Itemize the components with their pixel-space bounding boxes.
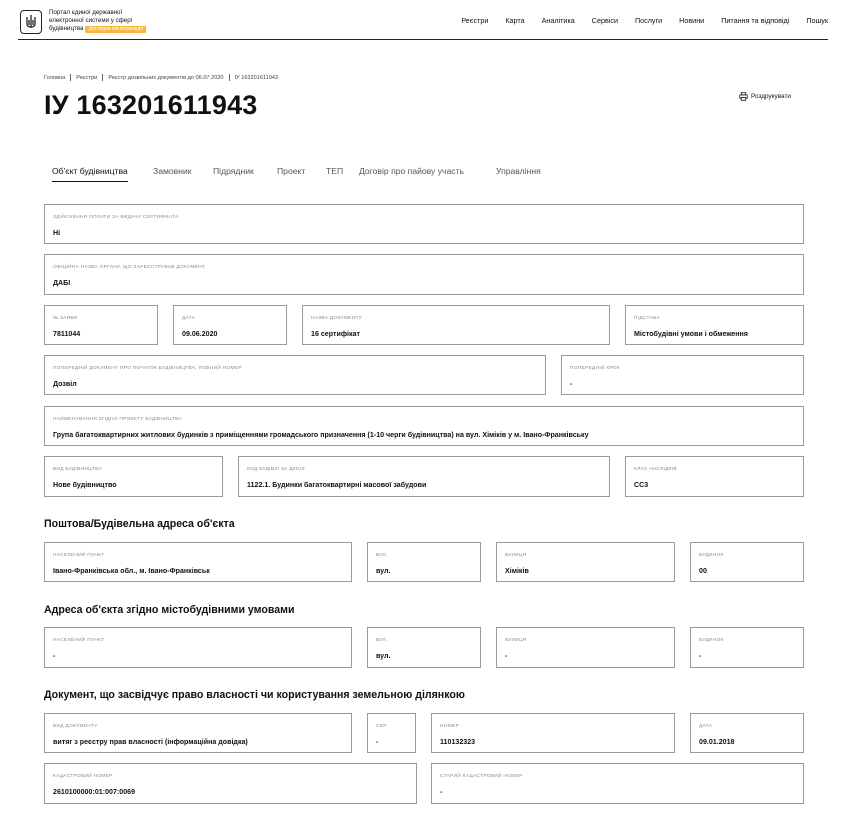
field-value: Ні — [53, 229, 61, 237]
field-value: ДАБІ — [53, 279, 71, 287]
portal-brand[interactable] — [49, 9, 179, 33]
breadcrumb-current: ІУ 163201611943 — [234, 74, 279, 81]
breadcrumb-separator — [70, 74, 71, 81]
field-value: 09.06.2020 — [182, 330, 218, 338]
postal-street-field[interactable] — [496, 542, 675, 582]
document-name-field[interactable] — [302, 305, 610, 345]
field-value: Дозвіл — [53, 380, 77, 388]
breadcrumb-register[interactable]: Реєстр дозвільних документів до 06.07.2020 — [108, 74, 224, 81]
field-value: Група багатоквартирних житлових будинків з приміщеннями громадського призначення (1-10 черги будівництва) на вул. Хіміків у м. Івано-Франківську — [53, 431, 589, 439]
field-value: 2610100000:01:007:0069 — [53, 788, 136, 796]
previous-step-field[interactable] — [561, 355, 804, 395]
beta-badge: Дослідна експлуатація — [85, 26, 146, 33]
field-label: НАЙМЕНУВАННЯ ЗГІДНО ПРОЕКТУ БУДІВНИЦТВА — [53, 417, 182, 422]
brand-line: будівництва — [49, 25, 84, 32]
field-value: Хіміків — [505, 567, 529, 575]
urban-street-type-field[interactable] — [367, 627, 481, 668]
field-label: БУДИНОК — [699, 553, 724, 558]
field-value: СС3 — [634, 481, 649, 489]
field-value: 09.01.2018 — [699, 738, 735, 746]
field-value: - — [699, 652, 702, 660]
field-value: 7811044 — [53, 330, 81, 338]
field-value: - — [376, 738, 379, 746]
breadcrumb-separator — [102, 74, 103, 81]
authority-field[interactable] — [44, 254, 804, 295]
land-number-field[interactable] — [431, 713, 675, 753]
field-label: СЕР. — [376, 724, 388, 729]
field-value: - — [505, 652, 508, 660]
urban-street-field[interactable] — [496, 627, 675, 668]
nav-news[interactable]: Новини — [679, 16, 705, 25]
urban-address-title: Адреса об'єкта згідно містобудівними умовами — [44, 604, 295, 616]
land-document-title: Документ, що засвідчує право власності чи користування земельною ділянкою — [44, 689, 465, 701]
brand-line: Портал єдиної державної — [49, 9, 123, 16]
breadcrumb — [44, 74, 278, 81]
construction-type-field[interactable] — [44, 456, 223, 497]
field-value: 00 — [699, 567, 707, 575]
field-label: № ЗАЯВИ — [53, 316, 78, 321]
print-button[interactable] — [739, 92, 791, 101]
breadcrumb-registers[interactable]: Реєстри — [76, 74, 98, 81]
field-value: вул. — [376, 652, 391, 660]
basis-field[interactable] — [625, 305, 804, 345]
field-label: СТАРИЙ КАДАСТРОВИЙ НОМЕР — [440, 774, 523, 779]
field-label: ОФІЦІЙНА НАЗВА ОРГАНУ, ЩО ЗАРЕЄСТРУВАВ ДОКУМЕНТ — [53, 265, 206, 270]
print-label: Роздрукувати — [751, 93, 791, 100]
field-label: ВУЛИЦЯ — [505, 553, 527, 558]
nav-map[interactable]: Карта — [505, 16, 525, 25]
field-label: БУДИНОК — [699, 638, 724, 643]
urban-building-field[interactable] — [690, 627, 804, 668]
field-value: вул. — [376, 567, 391, 575]
dk-code-field[interactable] — [238, 456, 610, 497]
land-doc-type-field[interactable] — [44, 713, 352, 753]
field-label: ВИД БУДІВНИЦТВА — [53, 467, 103, 472]
field-label: ВУЛИЦЯ — [505, 638, 527, 643]
brand-line: електронної системи у сфері — [49, 17, 133, 24]
field-label: ПІДСТАВА — [634, 316, 660, 321]
field-label: КАДАСТРОВИЙ НОМЕР — [53, 774, 113, 779]
postal-street-type-field[interactable] — [367, 542, 481, 582]
application-number-field[interactable] — [44, 305, 158, 345]
field-value: - — [53, 652, 56, 660]
field-label: ВУЛ. — [376, 638, 388, 643]
postal-locality-field[interactable] — [44, 542, 352, 582]
nav-faq[interactable]: Питання та відповіді — [721, 16, 790, 25]
field-label: КЛАС НАСЛІДКІВ — [634, 467, 677, 472]
field-value: Івано-Франківська обл., м. Івано-Франківськ — [53, 567, 210, 575]
trident-logo-icon[interactable] — [20, 10, 42, 34]
previous-document-field[interactable] — [44, 355, 546, 395]
tab-project[interactable]: Проект — [277, 166, 306, 176]
nav-search[interactable]: Пошук — [806, 16, 828, 25]
tab-customer[interactable]: Замовник — [153, 166, 192, 176]
field-value: - — [570, 380, 573, 388]
postal-building-field[interactable] — [690, 542, 804, 582]
field-label: НАЗВА ДОКУМЕНТУ — [311, 316, 363, 321]
field-value: Нове будівництво — [53, 481, 117, 489]
cadastral-number-field[interactable] — [44, 763, 417, 804]
field-label: ВУЛ. — [376, 553, 388, 558]
field-label: ЗДІЙСНЕННЯ ОПЛАТИ ЗА ВИДАЧУ СЕРТИФІКАТА — [53, 215, 179, 220]
date-field[interactable] — [173, 305, 287, 345]
breadcrumb-separator — [229, 74, 230, 81]
field-value: 16 сертифікат — [311, 330, 360, 338]
field-value: 110132323 — [440, 738, 476, 746]
page-title: ІУ 163201611943 — [44, 90, 258, 120]
land-date-field[interactable] — [690, 713, 804, 753]
field-label: ДАТА — [699, 724, 713, 729]
postal-address-title: Поштова/Будівельна адреса об'єкта — [44, 518, 235, 530]
tab-object[interactable]: Об'єкт будівництва — [52, 162, 128, 182]
nav-services[interactable]: Сервіси — [591, 16, 618, 25]
field-value: 1122.1. Будинки багатоквартирні масової забудови — [247, 481, 427, 489]
field-value: - — [440, 788, 443, 796]
field-label: ВИД ДОКУМЕНТУ — [53, 724, 98, 729]
nav-analytics[interactable]: Аналітика — [541, 16, 575, 25]
nav-e-services[interactable]: Послуги — [634, 16, 663, 25]
field-label: КОД БУДІВЛІ ЗА ДК018 — [247, 467, 305, 472]
tab-tep[interactable]: ТЕП — [326, 166, 344, 176]
field-label: НАСЕЛЕНИЙ ПУНКТ — [53, 638, 105, 643]
field-value: витяг з реєстру прав власності (інформаційна довідка) — [53, 738, 248, 746]
main-nav — [444, 16, 828, 25]
breadcrumb-home[interactable]: Головна — [44, 74, 66, 81]
printer-icon — [739, 92, 748, 101]
land-series-field[interactable] — [367, 713, 416, 753]
old-cadastral-number-field[interactable] — [431, 763, 804, 804]
payment-field[interactable] — [44, 204, 804, 244]
field-label: НОМЕР — [440, 724, 460, 729]
tab-contractor[interactable]: Підрядник — [213, 166, 254, 176]
site-header — [18, 8, 828, 40]
field-label: ПОПЕРЕДНІЙ КРОК — [570, 366, 620, 371]
field-label: НАСЕЛЕНИЙ ПУНКТ — [53, 553, 105, 558]
field-label: ПОПЕРЕДНІЙ ДОКУМЕНТ ПРО ПОЧАТОК БУДІВНИЦТВА, ПОВНИЙ НОМЕР — [53, 366, 242, 371]
tab-share-agreement[interactable]: Договір про пайову участь — [359, 166, 465, 176]
nav-registers[interactable]: Реєстри — [461, 16, 489, 25]
tab-bar — [44, 162, 804, 182]
project-name-field[interactable] — [44, 406, 804, 446]
trident-icon — [24, 14, 38, 30]
field-label: ДАТА — [182, 316, 196, 321]
urban-locality-field[interactable] — [44, 627, 352, 668]
consequence-class-field[interactable] — [625, 456, 804, 497]
field-value: Містобудівні умови і обмеження — [634, 330, 748, 338]
tab-management[interactable]: Управління — [496, 166, 541, 176]
